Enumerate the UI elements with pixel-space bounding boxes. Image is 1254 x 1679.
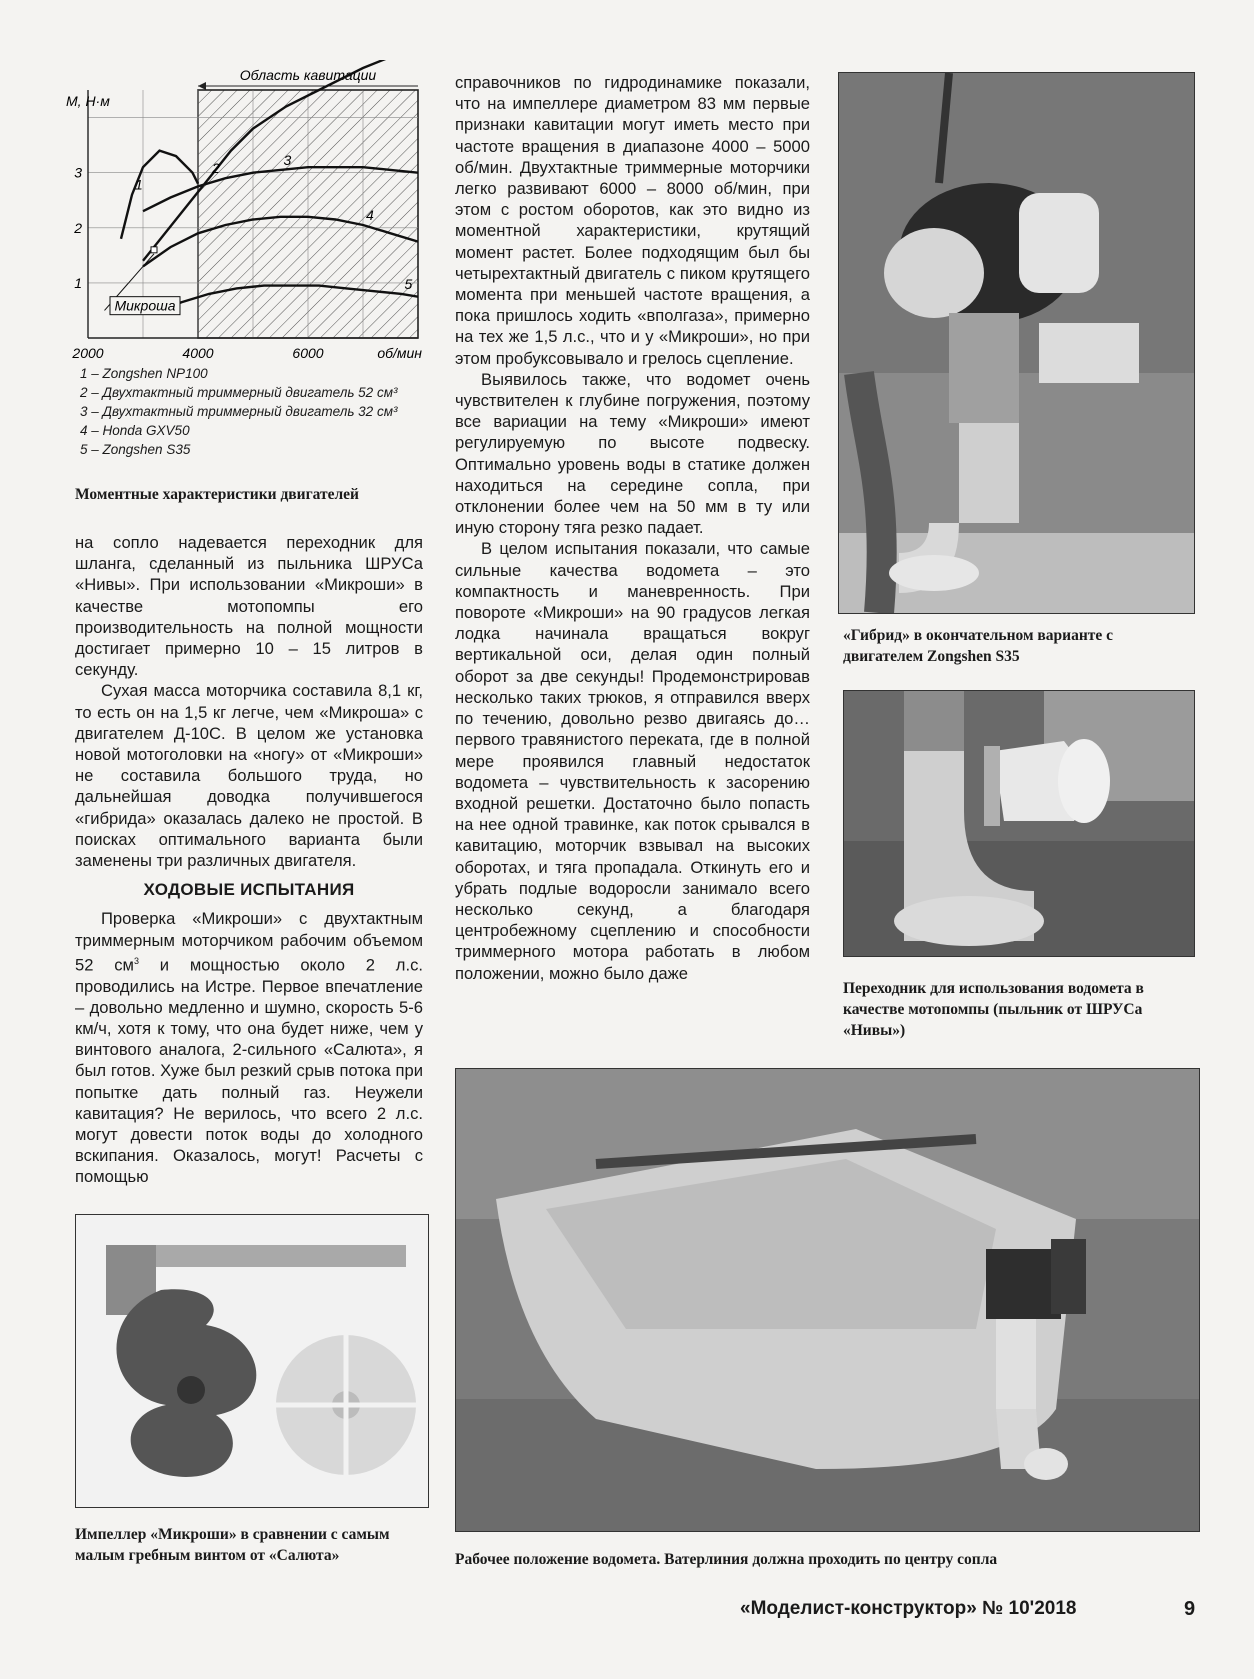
x-tick-label: 4000 xyxy=(182,345,214,361)
col1-paragraph-1: на сопло надевается переходник для шланга, сделанный из пыльника ШРУСа «Нивы». При использовании «Микроши» в качестве мотопомпы его производительность на полной мощности достигает примерно 10 – 15 литров в секунду. xyxy=(75,533,423,680)
series-line-1 xyxy=(121,151,198,239)
adapter-illustration xyxy=(844,691,1194,956)
y-tick-label: 1 xyxy=(74,274,82,291)
column-2 xyxy=(455,72,810,984)
x-tick-label: 6000 xyxy=(292,345,324,361)
legend-item-2: 2 – Двухтактный триммерный двигатель 52 см³ xyxy=(80,385,398,400)
y-tick-label: 3 xyxy=(74,164,82,181)
boat-caption: Рабочее положение водомета. Ватерлиния должна проходить по центру сопла xyxy=(455,1551,998,1568)
boat-illustration xyxy=(456,1069,1199,1531)
legend-item-3: 3 – Двухтактный триммерный двигатель 32 см³ xyxy=(80,404,398,419)
cavitation-arrowhead xyxy=(198,82,206,90)
chart-legend xyxy=(80,364,420,459)
hybrid-engine-photo xyxy=(838,72,1195,614)
col2-paragraph-1: справочников по гидродинамике показали, что на импеллере диаметром 83 мм первые признаки кавитации могут иметь место при частоте вращения в диапазоне 4000 – 5000 об/мин. Двухтактные триммерные моторчики легко развивают 6000 – 8000 об/мин, при этом с ростом оборотов, как это видно из моментной характеристики, крутящий момент растет. Более подходящим был бы четырехтактный двигатель с пиком крутящего момента при меньшей частоте вращения, а пока пришлось ходить «вполгаза», примерно на тех же 1,5 л.с., что и у «Микроши», но при этом пробуксовывало и грелось сцепление. xyxy=(455,73,810,368)
boat-photo xyxy=(455,1068,1200,1532)
series-label-2: 2 xyxy=(212,160,220,177)
torque-chart xyxy=(66,67,428,361)
col2-paragraph-3: В целом испытания показали, что самые сильные качества водомета – это компактность и маневренность. При повороте «Микроши» на 90 градусов легкая лодка начинала вращаться вокруг вертикальной оси, делая один полный оборот за две секунды! Продемонстрировав несколько таких трюков, я отправился вверх по течению, довольно резво двигаясь до… первого травянистого переката, где в полной мере проявился главный недостаток водомета – чувствительность к засорению входной решетки. Достаточно было попасть на нее одной травинке, как поток срывался в кавитацию, моторчик взвывал на высоких оборотах, и тяга пропадала. Откинуть его и убрать подлые водоросли занимало всего несколько секунд, а благодаря центробежному сцеплению и способности триммерного мотора работать в любом положении, можно было даже xyxy=(455,539,810,983)
y-tick-label: 2 xyxy=(74,219,82,236)
col1-paragraph-2: Сухая масса моторчика составила 8,1 кг, то есть он на 1,5 кг легче, чем «Микроша» с двигателем Д-10С. В целом же установка новой мотоголовки на «ногу» от «Микроши» не составила большого труда, но дальнейшая доводка получившегося «гибрида» оказалась далеко не простой. В поисках оптимального варианта были заменены три различных двигателя. xyxy=(75,681,423,871)
series-label-4: 4 xyxy=(366,207,374,224)
series-label-3: 3 xyxy=(283,151,292,168)
page-number: 9 xyxy=(1184,1598,1196,1620)
impeller-photo xyxy=(75,1214,429,1508)
legend-item-5: 5 – Zongshen S35 xyxy=(80,442,191,457)
micro-point xyxy=(151,247,157,253)
legend-item-1: 1 – Zongshen NP100 xyxy=(80,366,208,381)
impeller-caption: Импеллер «Микроши» в сравнении с самым малым гребным винтом от «Салюта» xyxy=(75,1526,390,1564)
y-axis-label: М, Н·м xyxy=(66,93,110,109)
impeller-illustration xyxy=(76,1215,428,1507)
x-tick-label: 2000 xyxy=(72,345,104,361)
micro-label: Микроша xyxy=(114,297,176,314)
section-heading: ХОДОВЫЕ ИСПЫТАНИЯ xyxy=(143,880,355,900)
legend-item-4: 4 – Honda GXV50 xyxy=(80,423,190,438)
x-axis-label: об/мин xyxy=(377,345,422,361)
hybrid-caption: «Гибрид» в окончательном варианте с двигателем Zongshen S35 xyxy=(843,627,1114,665)
adapter-caption: Переходник для использования водомета в качестве мотопомпы (пыльник от ШРУСа «Нивы») xyxy=(843,980,1144,1039)
series-label-5: 5 xyxy=(404,275,413,292)
cavitation-label: Область кавитации xyxy=(239,67,377,83)
chart-caption: Моментные характеристики двигателей xyxy=(75,486,359,503)
torque-chart-svg xyxy=(66,67,428,361)
col1-paragraph-3: Проверка «Микроши» с двухтактным триммерным моторчиком рабочим объемом 52 $см^3$ и мощностью около 2 л.с. проводились на Истре. Первое впечатление – довольно медленно и шумно, скорость 5-6 км/ч, хотя к тому, что она будет ниже, чем у винтового аналога, 2-сильного «Салюта», я был готов. Хуже был резкий срыв потока при попытке дать полный газ. Неужели кавитация? Не верилось, что всего 2 л.с. могут довести поток воды до холодного вскипания. Оказалось, могут! Расчеты с помощью xyxy=(75,909,423,1187)
column-1 xyxy=(75,532,423,1188)
series-label-1: 1 xyxy=(135,176,143,193)
hybrid-engine-illustration xyxy=(839,73,1194,613)
col2-paragraph-2: Выявилось также, что водомет очень чувствителен к глубине погружения, поэтому все вариации на тему «Микроши» имеют регулируемую по высоте подвеску. Оптимально уровень воды в статике должен находиться на середине сопла, при отклонении более чем на 50 мм в ту или иную сторону тяга резко падает. xyxy=(455,369,810,538)
adapter-photo xyxy=(843,690,1195,957)
journal-footer: «Моделист-конструктор» № 10'2018 xyxy=(740,1598,1077,1619)
